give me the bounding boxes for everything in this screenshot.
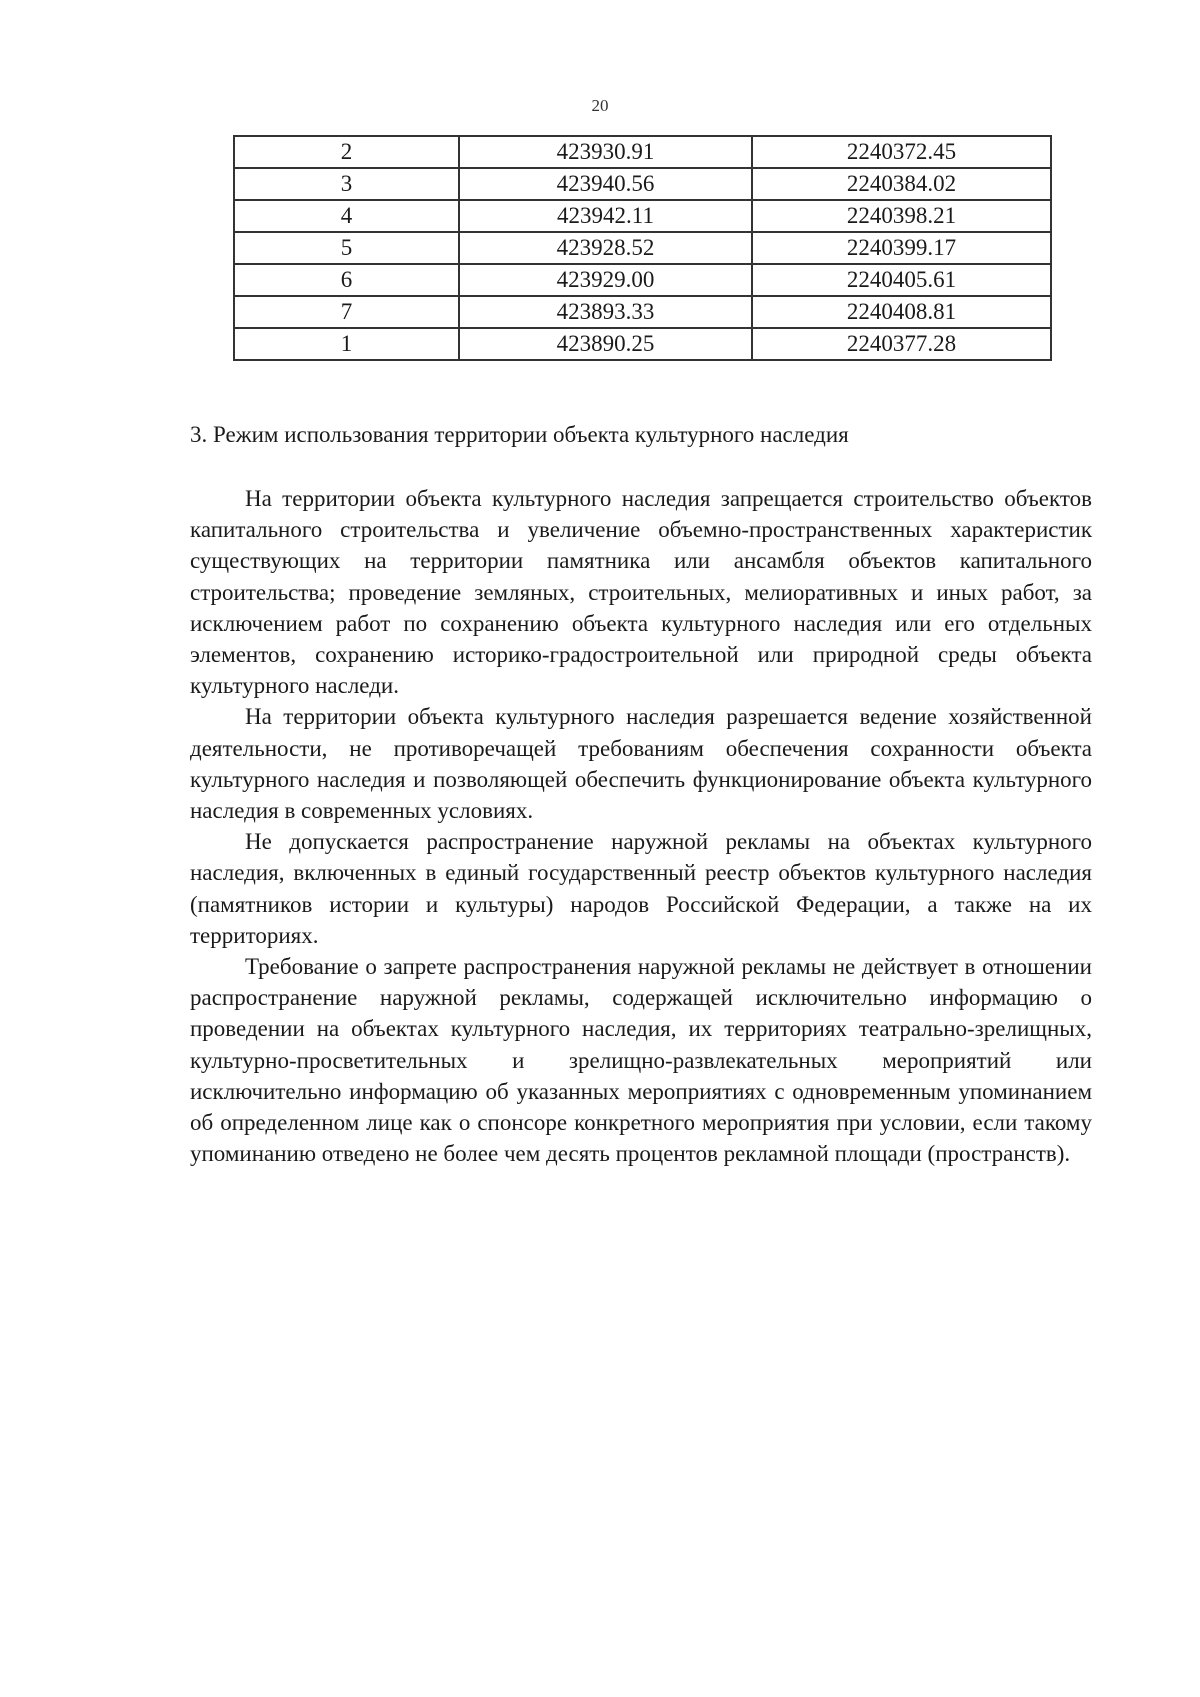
x-coordinate-cell: 423942.11 bbox=[459, 200, 752, 232]
point-number-cell: 1 bbox=[234, 328, 459, 360]
table-row bbox=[234, 200, 1051, 232]
paragraph: На территории объекта культурного наследия запрещается строительство объектов капитального строительства и увеличение объемно-пространственных характеристик существующих на территории памятника или ансамбля объектов капитального строительства; проведение земляных, строительных, мелиоративных и иных работ, за исключением работ по сохранению объекта культурного наследия или его отдельных элементов, сохранению историко-градостроительной или природной среды объекта культурного наследи. bbox=[190, 486, 1092, 699]
point-number-cell: 2 bbox=[234, 136, 459, 168]
table-row bbox=[234, 296, 1051, 328]
y-coordinate-cell: 2240399.17 bbox=[752, 232, 1051, 264]
table-row bbox=[234, 264, 1051, 296]
point-number-cell: 4 bbox=[234, 200, 459, 232]
paragraph: Требование о запрете распространения наружной рекламы не действует в отношении распространение наружной рекламы, содержащей исключительно информацию о проведении на объектах культурного наследия, их территориях театрально-зрелищных, культурно-просветительных и зрелищно-развлекательных мероприятий или исключительно информацию об указанных мероприятиях с одновременным упоминанием об определенном лице как о спонсоре конкретного мероприятия при условии, если такому упоминанию отведено не более чем десять процентов рекламной площади (пространств). bbox=[190, 954, 1092, 1167]
point-number-cell: 7 bbox=[234, 296, 459, 328]
y-coordinate-cell: 2240408.81 bbox=[752, 296, 1051, 328]
y-coordinate-cell: 2240377.28 bbox=[752, 328, 1051, 360]
section-heading: 3. Режим использования территории объекта культурного наследия bbox=[190, 422, 849, 447]
section-body bbox=[190, 483, 1092, 1169]
table-row bbox=[234, 328, 1051, 360]
x-coordinate-cell: 423890.25 bbox=[459, 328, 752, 360]
x-coordinate-cell: 423893.33 bbox=[459, 296, 752, 328]
paragraph: На территории объекта культурного наследия разрешается ведение хозяйственной деятельности, не противоречащей требованиям обеспечения сохранности объекта культурного наследия и позволяющей обеспечить функционирование объекта культурного наследия в современных условиях. bbox=[190, 704, 1092, 824]
point-number-cell: 5 bbox=[234, 232, 459, 264]
table-row bbox=[234, 136, 1051, 168]
x-coordinate-cell: 423928.52 bbox=[459, 232, 752, 264]
x-coordinate-cell: 423929.00 bbox=[459, 264, 752, 296]
paragraph: Не допускается распространение наружной рекламы на объектах культурного наследия, включенных в единый государственный реестр объектов культурного наследия (памятников истории и культуры) народов Российской Федерации, а также на их территориях. bbox=[190, 829, 1092, 948]
y-coordinate-cell: 2240384.02 bbox=[752, 168, 1051, 200]
point-number-cell: 3 bbox=[234, 168, 459, 200]
page-number: 20 bbox=[591, 96, 609, 115]
y-coordinate-cell: 2240398.21 bbox=[752, 200, 1051, 232]
x-coordinate-cell: 423940.56 bbox=[459, 168, 752, 200]
y-coordinate-cell: 2240372.45 bbox=[752, 136, 1051, 168]
y-coordinate-cell: 2240405.61 bbox=[752, 264, 1051, 296]
point-number-cell: 6 bbox=[234, 264, 459, 296]
table-row bbox=[234, 232, 1051, 264]
coordinates-table bbox=[233, 135, 1052, 361]
table-row bbox=[234, 168, 1051, 200]
x-coordinate-cell: 423930.91 bbox=[459, 136, 752, 168]
